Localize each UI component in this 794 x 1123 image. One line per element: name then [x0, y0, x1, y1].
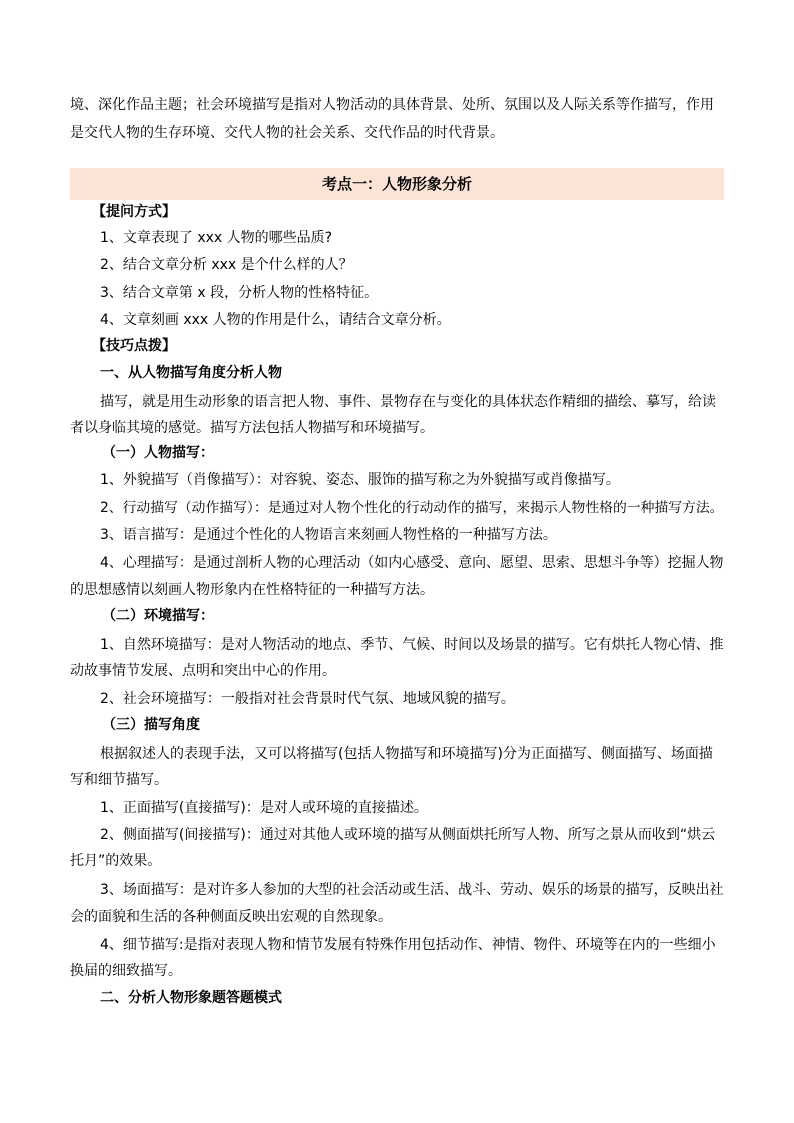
ask-item-4: 4、文章刻画 xxx 人物的作用是什么，请结合文章分析。 — [100, 312, 451, 328]
subsection-3-desc-line-2: 写和细节描写。 — [70, 772, 168, 788]
tips-heading: 【技巧点拨】 — [92, 338, 176, 354]
subsection-3-item-4-line-2: 换届的细致描写。 — [70, 963, 182, 979]
part2-title: 二、分析人物形象题答题模式 — [100, 990, 282, 1006]
subsection-1-item-3: 3、语言描写：是通过个性化的人物语言来刻画人物性格的一种描写方法。 — [100, 527, 557, 543]
subsection-1-title: （一）人物描写： — [102, 445, 214, 461]
ask-heading: 【提问方式】 — [92, 204, 176, 220]
subsection-1-item-4-line-1: 4、心理描写：是通过剖析人物的心理活动（如内心感受、意向、愿望、思索、思想斗争等）挖掘人物 — [100, 555, 724, 571]
subsection-2-item-2: 2、社会环境描写：一般指对社会背景时代气氛、地域风貌的描写。 — [100, 691, 515, 707]
subsection-1-item-2: 2、行动描写（动作描写）：是通过对人物个性化的行动动作的描写，来揭示人物性格的一种描写方法。 — [100, 500, 724, 516]
subsection-3-item-2-line-1: 2、侧面描写(间接描写)：通过对其他人或环境的描写从侧面烘托所写人物、所写之景从而收到“烘云 — [100, 827, 716, 843]
subsection-3-item-3-line-2: 会的面貌和生活的各种侧面反映出宏观的自然现象。 — [70, 909, 392, 925]
section-title: 考点一：人物形象分析 — [321, 175, 472, 193]
subsection-2-title: （二）环境描写： — [102, 608, 214, 624]
ask-item-2: 2、结合文章分析 xxx 是个什么样的人？ — [100, 257, 353, 273]
section-banner — [70, 168, 724, 200]
subsection-2-item-1-line-1: 1、自然环境描写：是对人物活动的地点、季节、气候、时间以及场景的描写。它有烘托人物心情、推 — [100, 637, 724, 653]
subsection-3-item-2-line-2: 托月”的效果。 — [70, 853, 162, 869]
ask-item-3: 3、结合文章第 x 段，分析人物的性格特征。 — [100, 285, 379, 301]
description-line-1: 描写，就是用生动形象的语言把人物、事件、景物存在与变化的具体状态作精细的描绘、摹写，给读 — [100, 394, 716, 410]
subsection-1-item-4-line-2: 的思想感情以刻画人物形象内在性格特征的一种描写方法。 — [70, 582, 434, 598]
subsection-3-title: （三）描写角度 — [102, 717, 200, 733]
subsection-3-item-1: 1、正面描写(直接描写)：是对人或环境的直接描述。 — [100, 800, 428, 816]
intro-paragraph-line-1: 境、深化作品主题；社会环境描写是指对人物活动的具体背景、处所、氛围以及人际关系等作描写，作用 — [70, 97, 714, 113]
intro-paragraph-line-2: 是交代人物的生存环境、交代人物的社会关系、交代作品的时代背景。 — [70, 125, 504, 141]
subsection-1-item-1: 1、外貌描写（肖像描写）：对容貌、姿态、服饰的描写称之为外貌描写或肖像描写。 — [100, 472, 620, 488]
subsection-3-desc-line-1: 根据叙述人的表现手法，又可以将描写(包括人物描写和环境描写)分为正面描写、侧面描写、场面描 — [100, 746, 713, 762]
subsection-2-item-1-line-2: 动故事情节发展、点明和突出中心的作用。 — [70, 663, 336, 679]
part1-title: 一、从人物描写角度分析人物 — [100, 365, 282, 381]
ask-item-1: 1、文章表现了 xxx 人物的哪些品质? — [100, 230, 333, 246]
subsection-3-item-3-line-1: 3、场面描写：是对许多人参加的大型的社会活动或生活、战斗、劳动、娱乐的场景的描写，反映出社 — [100, 882, 724, 898]
description-line-2: 者以身临其境的感觉。描写方法包括人物描写和环境描写。 — [70, 420, 434, 436]
subsection-3-item-4-line-1: 4、细节描写:是指对表现人物和情节发展有特殊作用包括动作、神情、物件、环境等在内的一些细小 — [100, 937, 716, 953]
